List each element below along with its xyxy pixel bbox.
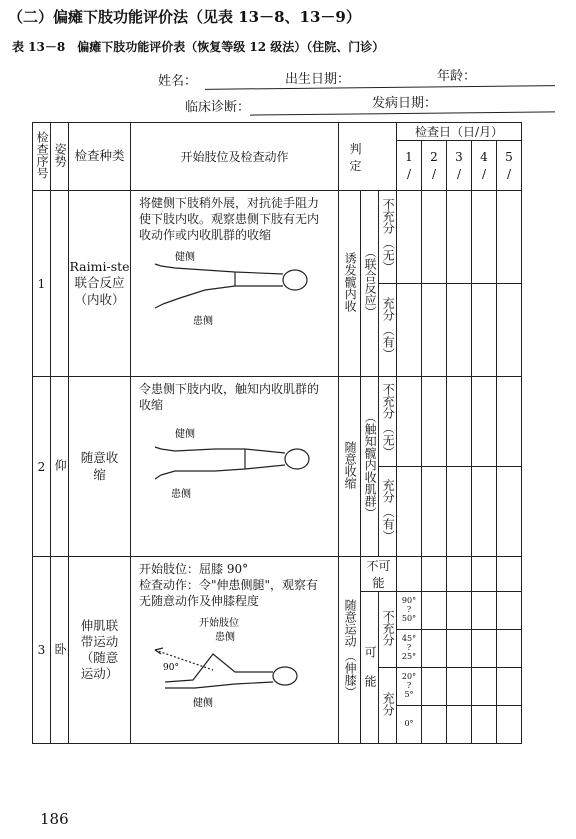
row3-fig-label-healthy: 健侧 bbox=[192, 697, 213, 709]
row3-r1-d2[interactable] bbox=[422, 592, 447, 630]
row2-d5b[interactable] bbox=[497, 467, 522, 557]
row3-r1-d3[interactable] bbox=[447, 592, 472, 630]
row1-fig-label-affected: 患侧 bbox=[192, 315, 213, 327]
row3-r4-d2[interactable] bbox=[422, 706, 447, 744]
row3-fig-label-affected: 患侧 bbox=[214, 631, 235, 643]
row1-d3b[interactable] bbox=[447, 284, 472, 377]
age-label: 年龄： bbox=[437, 69, 477, 84]
row3-range-1: 90° ? 50° bbox=[397, 592, 422, 630]
diagnosis-label: 临床诊断： bbox=[185, 100, 251, 115]
row3-sufficient: 充分 bbox=[379, 668, 397, 744]
row3-r2-d4[interactable] bbox=[472, 630, 497, 668]
onset-label: 发病日期： bbox=[372, 96, 438, 111]
row3-posture: 卧 bbox=[51, 557, 69, 744]
row1-d4b[interactable] bbox=[472, 284, 497, 377]
row2-d1a[interactable] bbox=[397, 377, 422, 467]
row3-fig-label-start: 开始肢位 bbox=[198, 617, 239, 629]
row1-d4a[interactable] bbox=[472, 191, 497, 284]
seq-header: 检查序号 bbox=[33, 123, 51, 191]
row3-no: 3 bbox=[33, 557, 51, 744]
kind-header: 检查种类 bbox=[69, 123, 131, 191]
row1-d2a[interactable] bbox=[422, 191, 447, 284]
page-number: 186 bbox=[40, 810, 69, 828]
row3-c3[interactable] bbox=[447, 557, 472, 592]
row2-d2a[interactable] bbox=[422, 377, 447, 467]
day-2: 2 / bbox=[422, 141, 447, 191]
row2-judge-sub: （触知髋内收肌群） bbox=[361, 377, 379, 557]
row1-fig-label-healthy: 健侧 bbox=[174, 251, 195, 263]
row1-figure bbox=[135, 248, 335, 328]
row3-c2[interactable] bbox=[422, 557, 447, 592]
row3-r2-d5[interactable] bbox=[497, 630, 522, 668]
row2-figure bbox=[135, 417, 335, 507]
row3-r3-d4[interactable] bbox=[472, 668, 497, 706]
day-1: 1 / bbox=[397, 141, 422, 191]
row1-kind: Raimi-ste 联合反应（内收） bbox=[69, 191, 131, 377]
row3-c5[interactable] bbox=[497, 557, 522, 592]
row1-posture bbox=[51, 191, 69, 377]
row1-grade-insufficient: 不充分 （无） bbox=[379, 191, 397, 284]
row2-judge-main: 随意收缩 bbox=[339, 377, 361, 557]
row1-judge-main: 诱发髋内收 bbox=[339, 191, 361, 377]
row3-kind: 伸肌联带运动（随意运动） bbox=[69, 557, 131, 744]
row2-d3b[interactable] bbox=[447, 467, 472, 557]
row3-r4-d4[interactable] bbox=[472, 706, 497, 744]
day-3: 3 / bbox=[447, 141, 472, 191]
row2-kind: 随意收缩 bbox=[69, 377, 131, 557]
row3-fig-angle: 90° bbox=[162, 662, 179, 673]
row3-r4-d5[interactable] bbox=[497, 706, 522, 744]
row1-d1b[interactable] bbox=[397, 284, 422, 377]
row2-grade-sufficient: 充分 （有） bbox=[379, 467, 397, 557]
row1-d5b[interactable] bbox=[497, 284, 522, 377]
row2-d3a[interactable] bbox=[447, 377, 472, 467]
row3-c4[interactable] bbox=[472, 557, 497, 592]
row2-desc: 令患侧下肢内收，触知内收肌群的收缩 bbox=[139, 382, 320, 413]
row3-c1[interactable] bbox=[397, 557, 422, 592]
row3-judge-main: 随意运动（伸膝） bbox=[339, 557, 361, 744]
form-line-1 bbox=[205, 85, 555, 90]
row3-cannot: 不可能 bbox=[361, 557, 397, 592]
row2-fig-label-healthy: 健侧 bbox=[174, 429, 195, 441]
section-heading: （二）偏瘫下肢功能评价法（见表 13－8、13－9） bbox=[8, 8, 361, 26]
row3-r2-d3[interactable] bbox=[447, 630, 472, 668]
row3-r3-d2[interactable] bbox=[422, 668, 447, 706]
day-5: 5 / bbox=[497, 141, 522, 191]
row3-r3-d3[interactable] bbox=[447, 668, 472, 706]
row1-judge-sub: （联合反应） bbox=[361, 191, 379, 377]
row1-d2b[interactable] bbox=[422, 284, 447, 377]
row3-can: 可 能 bbox=[361, 592, 379, 744]
row3-desc: 开始肢位：屈膝 90° 检查动作：令"伸患侧腿"，观察有无随意动作及伸膝程度 bbox=[139, 562, 319, 609]
row2-d4b[interactable] bbox=[472, 467, 497, 557]
row2-fig-label-affected: 患侧 bbox=[170, 489, 191, 501]
row1-d5a[interactable] bbox=[497, 191, 522, 284]
row3-action bbox=[131, 557, 339, 744]
row2-action bbox=[131, 377, 339, 557]
row3-figure bbox=[135, 614, 335, 709]
row3-r2-d2[interactable] bbox=[422, 630, 447, 668]
date-header: 检查日（日/月） bbox=[397, 123, 522, 141]
row3-insufficient: 不充分 bbox=[379, 592, 397, 668]
row2-d4a[interactable] bbox=[472, 377, 497, 467]
row3-r1-d5[interactable] bbox=[497, 592, 522, 630]
row2-d1b[interactable] bbox=[397, 467, 422, 557]
row1-action bbox=[131, 191, 339, 377]
row1-desc: 将健侧下肢稍外展，对抗徒手阻力使下肢内收。观察患侧下肢有无内收动作或内收肌群的收缩 bbox=[139, 196, 320, 243]
birth-label: 出生日期： bbox=[285, 72, 351, 87]
row1-d1a[interactable] bbox=[397, 191, 422, 284]
row3-range-4: 0° bbox=[397, 706, 422, 744]
row3-r3-d5[interactable] bbox=[497, 668, 522, 706]
table-title: 表 13－8 偏瘫下肢功能评价表（恢复等级 12 级法）（住院、门诊） bbox=[12, 40, 385, 54]
row3-range-2: 45° ? 25° bbox=[397, 630, 422, 668]
posture-header: 姿势 bbox=[51, 123, 69, 191]
row1-no: 1 bbox=[33, 191, 51, 377]
action-header: 开始肢位及检查动作 bbox=[131, 123, 339, 191]
row3-r1-d4[interactable] bbox=[472, 592, 497, 630]
row2-no: 2 bbox=[33, 377, 51, 557]
judge-header: 判定 bbox=[339, 123, 397, 191]
row2-posture: 仰 bbox=[51, 377, 69, 557]
row3-r4-d3[interactable] bbox=[447, 706, 472, 744]
row3-range-3: 20° ? 5° bbox=[397, 668, 422, 706]
row2-d5a[interactable] bbox=[497, 377, 522, 467]
name-label: 姓名： bbox=[158, 74, 198, 89]
row1-d3a[interactable] bbox=[447, 191, 472, 284]
row2-grade-insufficient: 不充分 （无） bbox=[379, 377, 397, 467]
evaluation-table bbox=[32, 122, 522, 744]
day-4: 4 / bbox=[472, 141, 497, 191]
form-line-2 bbox=[250, 111, 555, 115]
row2-d2b[interactable] bbox=[422, 467, 447, 557]
row1-grade-sufficient: 充分 （有） bbox=[379, 284, 397, 377]
